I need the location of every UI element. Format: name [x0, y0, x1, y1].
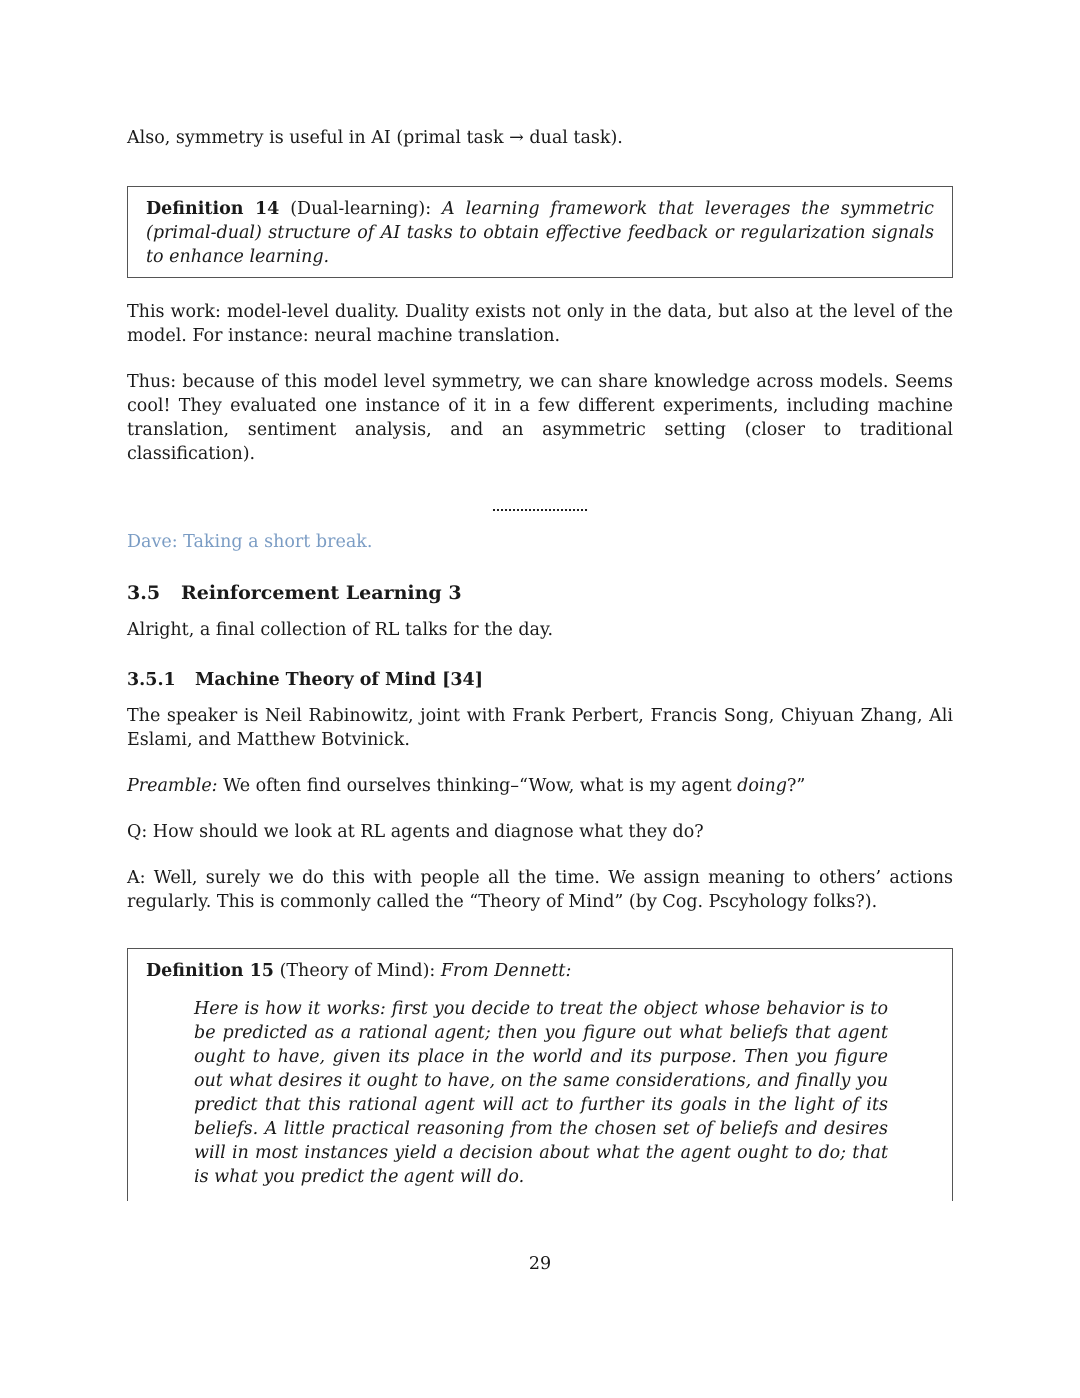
section-separator [127, 488, 953, 512]
preamble-paragraph [127, 774, 953, 798]
question-paragraph: Q: How should we look at RL agents and diagnose what they do? [127, 822, 704, 842]
answer-paragraph: A: Well, surely we do this with people all the time. We assign meaning to others’ actions regularly. This is commonly called the “Theory of Mind” (by Cog. Pscyhology folks?). [127, 868, 953, 912]
subsection-number: 3.5.1 [127, 670, 176, 690]
page-number: 29 [528, 1254, 552, 1274]
definition-14-label: Definition 14 [146, 199, 280, 219]
preamble-emphasis: doing [737, 776, 787, 796]
section-number: 3.5 [127, 582, 161, 604]
speaker-paragraph: The speaker is Neil Rabinowitz, joint with Frank Perbert, Francis Song, Chiyuan Zhang, Ali Eslami, and Matthew Botvinick. [127, 706, 953, 750]
subsection-heading [127, 668, 953, 692]
dave-note: Dave: Taking a short break. [127, 532, 373, 552]
definition-14-box [127, 186, 953, 278]
definition-15-intro: From Dennett: [440, 961, 572, 981]
definition-14-name: (Dual-learning): [290, 199, 432, 219]
definition-15-name: (Theory of Mind): [279, 961, 436, 981]
intro-paragraph: Also, symmetry is useful in AI (primal task → dual task). [127, 128, 623, 148]
definition-14-text: A learning framework that leverages the symmetric (primal-dual) structure of AI tasks to obtain effective feedback or regularization signals to enhance learning. [146, 199, 934, 267]
thus-paragraph: Thus: because of this model level symmetry, we can share knowledge across models. Seems cool! They evaluated one instance of it in a few different experiments, including machine translation, sentiment analysis, and an asymmetric setting (closer to traditional classification). [127, 372, 953, 464]
section-title: Reinforcement Learning 3 [181, 582, 462, 604]
definition-15-box [127, 948, 953, 1201]
subsection-title: Machine Theory of Mind [34] [195, 670, 483, 690]
definition-15-label: Definition 15 [146, 961, 274, 981]
definition-14-paragraph [146, 197, 934, 269]
preamble-text-before: We often find ourselves thinking–“Wow, what is my agent [217, 776, 738, 796]
preamble-label: Preamble: [127, 776, 218, 796]
dennett-quote: Here is how it works: first you decide to treat the object whose behavior is to be predicted as a rational agent; then you figure out what beliefs that agent ought to have, given its place in the world and its purpose. Then you figure out what desires it ought to have, on the same considerations, and finally you predict that this rational agent will act to further its goals in the light of its beliefs. A little practical reasoning from the chosen set of beliefs and desires will in most instances yield a decision about what the agent ought to do; that is what you predict the agent will do. [194, 999, 888, 1187]
preamble-text-after: ?” [786, 776, 806, 796]
definition-15-paragraph [146, 959, 934, 983]
section-heading [127, 580, 953, 606]
model-duality-paragraph: This work: model-level duality. Duality exists not only in the data, but also at the level of the model. For instance: neural machine translation. [127, 302, 953, 346]
alright-paragraph: Alright, a final collection of RL talks for the day. [127, 620, 554, 640]
page-content [127, 126, 953, 1201]
